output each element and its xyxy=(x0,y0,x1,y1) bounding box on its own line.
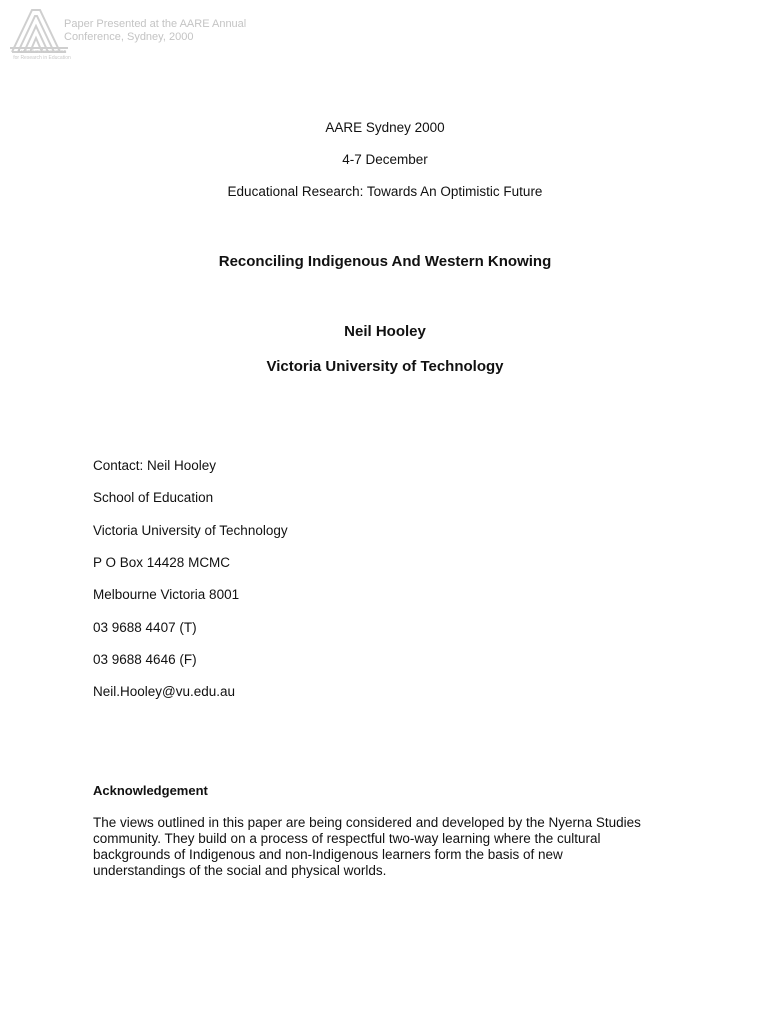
paper-title: Reconciling Indigenous And Western Knowing xyxy=(218,253,552,270)
acknowledgement-heading: Acknowledgement xyxy=(93,783,208,798)
logo-caption-line: for Research in Education xyxy=(13,54,71,61)
contact-line: Contact: Neil Hooley xyxy=(93,458,217,473)
contact-line: Victoria University of Technology xyxy=(93,523,288,538)
header-note xyxy=(64,18,246,44)
header-note-line: Conference, Sydney, 2000 xyxy=(64,31,194,43)
logo-caption-line: Australian Association xyxy=(17,49,67,55)
header-note-line: Paper Presented at the AARE Annual xyxy=(64,18,247,30)
conference-dates: 4-7 December xyxy=(342,152,428,167)
acknowledgement-line: community. They build on a process of respectful two-way learning where the cultural xyxy=(93,831,601,846)
contact-line: P O Box 14428 MCMC xyxy=(93,555,231,570)
contact-email: Neil.Hooley@vu.edu.au xyxy=(93,684,236,699)
contact-line: 03 9688 4407 (T) xyxy=(93,620,197,635)
institution-name: Victoria University of Technology xyxy=(266,358,504,375)
acknowledgement-body xyxy=(93,815,693,879)
acknowledgement-line: understandings of the social and physical worlds. xyxy=(93,863,387,878)
author-name: Neil Hooley xyxy=(344,323,426,340)
contact-line: Melbourne Victoria 8001 xyxy=(93,587,240,602)
contact-line: School of Education xyxy=(93,490,214,505)
acknowledgement-line: The views outlined in this paper are being considered and developed by the Nyerna Studies xyxy=(93,815,641,830)
conference-theme: Educational Research: Towards An Optimistic Future xyxy=(227,184,543,199)
logo-caption xyxy=(6,50,78,61)
contact-line: 03 9688 4646 (F) xyxy=(93,652,197,667)
conference-name: AARE Sydney 2000 xyxy=(325,120,445,135)
acknowledgement-line: backgrounds of Indigenous and non-Indigenous learners form the basis of new xyxy=(93,847,563,862)
aare-logo-mark-icon xyxy=(8,6,70,54)
